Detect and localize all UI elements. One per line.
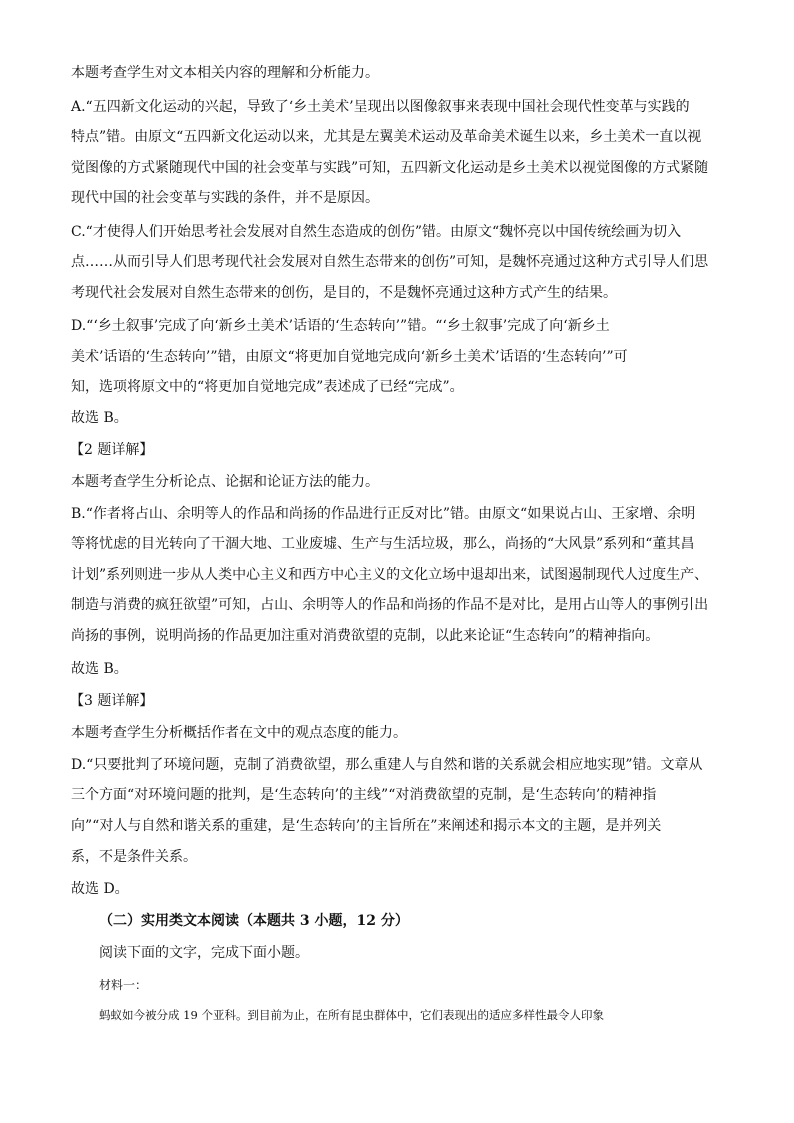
answer-line: 故选 B。 [71,661,128,677]
option-b-line: B.“作者将占山、余明等人的作品和尚扬的作品进行正反对比”错。由原文“如果说占山、王家增、余明 [71,506,696,522]
body-text-line: 尚扬的事例，说明尚扬的作品更加注重对消费欲望的克制，以此来论证“生态转向”的精神指向。 [71,628,660,644]
body-text-line: 三个方面“对环境问题的批判，是‘生态转向’的主线”“对消费欲望的克制，是‘生态转向’的精神指 [71,787,657,803]
material-label: 材料一： [99,978,148,992]
body-text-line: 系，不是条件关系。 [71,849,197,865]
question-2-heading: 【2 题详解】 [70,442,154,458]
option-c-line: C.“才使得人们开始思考社会发展对自然生态造成的创伤”错。由原文“魏怀亮以中国传统绘画为切入 [71,224,682,240]
option-a-line: A.“五四新文化运动的兴起，导致了‘乡土美术’呈现出以图像叙事来表现中国社会现代性变革与实践的 [71,99,690,115]
body-text-line: 等将忧虑的目光转向了干涸大地、工业废墟、生产与生活垃圾，那么，尚扬的“大风景”系列和“董其昌 [71,536,695,552]
body-text-line: 现代中国的社会变革与实践的条件，并不是原因。 [71,190,379,206]
body-text-line: 点……从而引导人们思考现代社会发展对自然生态带来的创伤”可知，是魏怀亮通过这种方式引导人们思 [71,254,709,270]
body-text-line: 本题考查学生分析概括作者在文中的观点态度的能力。 [71,725,407,741]
body-text-line: 知，选项将原文中的“将更加自觉地完成”表述成了已经“完成”。 [71,379,464,395]
question-3-heading: 【3 题详解】 [70,693,154,709]
answer-line: 故选 B。 [71,410,128,426]
body-text-line: 美术’话语的‘生态转向’”错，由原文“将更加自觉地完成向‘新乡土美术’话语的‘生态转向’”可 [71,349,628,365]
answer-line: 故选 D。 [71,881,129,897]
body-text-line: 觉图像的方式紧随现代中国的社会变革与实践”可知，五四新文化运动是乡土美术以视觉图像的方式紧随 [71,160,709,176]
body-text-line: 计划”系列则进一步从人类中心主义和西方中心主义的文化立场中退却出来，试图遏制现代人过度生产、 [71,567,709,583]
body-text-line: 特点”错。由原文“五四新文化运动以来，尤其是左翼美术运动及革命美术诞生以来，乡土美术一直以视 [71,129,702,145]
material-text-line: 蚂蚁如今被分成 19 个亚科。到目前为止，在所有昆虫群体中，它们表现出的适应多样性最令人印象 [99,1008,604,1022]
option-d-line: D.“‘乡土叙事’完成了向‘新乡土美术’话语的‘生态转向’”错。“‘乡土叙事’完成了向‘新乡土 [71,318,610,334]
body-text-line: 制造与消费的疯狂欲望”可知，占山、余明等人的作品和尚扬的作品不是对比，是用占山等人的事例引出 [71,597,709,613]
section-title: （二）实用类文本阅读（本题共 3 小题，12 分） [99,913,409,929]
instruction-line: 阅读下面的文字，完成下面小题。 [99,945,309,961]
body-text-line: 本题考查学生分析论点、论据和论证方法的能力。 [71,474,379,490]
body-text-line: 向”“对人与自然和谐关系的重建，是‘生态转向’的主旨所在”来阐述和揭示本文的主题，是并列关 [71,818,662,834]
body-text-line: 考现代社会发展对自然生态带来的创伤，是目的，不是魏怀亮通过这种方式产生的结果。 [71,285,617,301]
option-d-line: D.“只要批判了环境问题，克制了消费欲望，那么重建人与自然和谐的关系就会相应地实现”错。文章从 [71,757,703,773]
body-text-line: 本题考查学生对文本相关内容的理解和分析能力。 [71,65,379,81]
